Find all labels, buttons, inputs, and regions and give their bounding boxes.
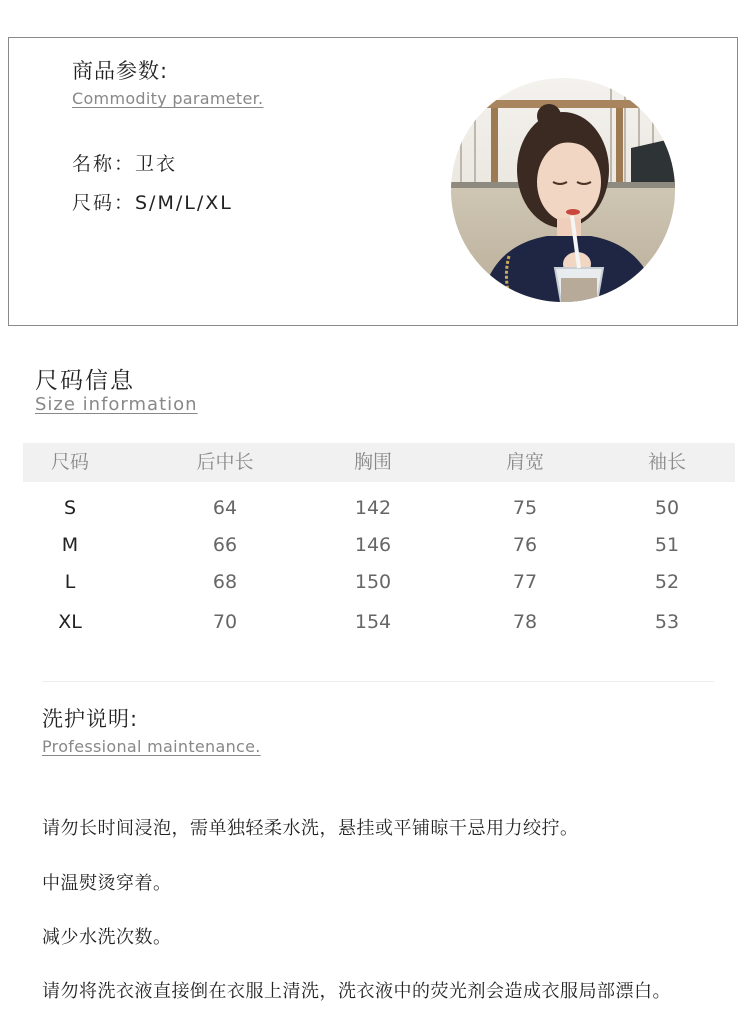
cell-shoulder: 78 — [512, 611, 538, 633]
cell-back-length: 70 — [212, 611, 238, 633]
cell-chest: 142 — [354, 497, 392, 519]
cell-shoulder: 77 — [512, 571, 538, 593]
cell-size: XL — [58, 611, 82, 633]
care-subtitle: Professional maintenance. — [42, 737, 261, 756]
cell-chest: 154 — [354, 611, 392, 633]
care-note: 减少水洗次数。 — [42, 927, 172, 948]
header-chest: 胸围 — [353, 451, 393, 473]
product-sizes: 尺码：S/M/L/XL — [72, 192, 233, 214]
care-title: 洗护说明: — [42, 707, 139, 731]
cell-sleeve: 53 — [654, 611, 680, 633]
cell-back-length: 68 — [212, 571, 238, 593]
model-photo — [451, 78, 675, 302]
table-row — [23, 527, 735, 564]
cell-shoulder: 75 — [512, 497, 538, 519]
cell-size: M — [61, 534, 79, 556]
header-shoulder: 肩宽 — [505, 451, 545, 473]
product-name: 名称：卫衣 — [72, 153, 178, 175]
params-subtitle: Commodity parameter. — [72, 89, 264, 108]
header-back-length: 后中长 — [196, 451, 254, 473]
table-row — [23, 564, 735, 601]
cell-sleeve: 50 — [654, 497, 680, 519]
size-table — [23, 443, 735, 644]
cell-size: S — [63, 497, 77, 519]
section-divider — [42, 681, 714, 682]
care-note: 请勿将洗衣液直接倒在衣服上清洗，洗衣液中的荧光剂会造成衣服局部漂白。 — [42, 981, 671, 1002]
cell-shoulder: 76 — [512, 534, 538, 556]
cell-back-length: 64 — [212, 497, 238, 519]
cell-size: L — [64, 571, 76, 593]
size-table-header — [23, 443, 735, 482]
cell-sleeve: 52 — [654, 571, 680, 593]
table-row — [23, 490, 735, 527]
cell-sleeve: 51 — [654, 534, 680, 556]
header-size: 尺码 — [50, 451, 90, 473]
table-row — [23, 604, 735, 644]
cell-back-length: 66 — [212, 534, 238, 556]
cell-chest: 150 — [354, 571, 392, 593]
header-sleeve: 袖长 — [647, 451, 687, 473]
care-note: 请勿长时间浸泡，需单独轻柔水洗，悬挂或平铺晾干忌用力绞拧。 — [42, 818, 579, 839]
params-title: 商品参数: — [72, 59, 169, 83]
cell-chest: 146 — [354, 534, 392, 556]
size-info-title: 尺码信息 — [35, 368, 135, 394]
size-info-subtitle: Size information — [35, 394, 198, 415]
care-note: 中温熨烫穿着。 — [42, 873, 172, 894]
